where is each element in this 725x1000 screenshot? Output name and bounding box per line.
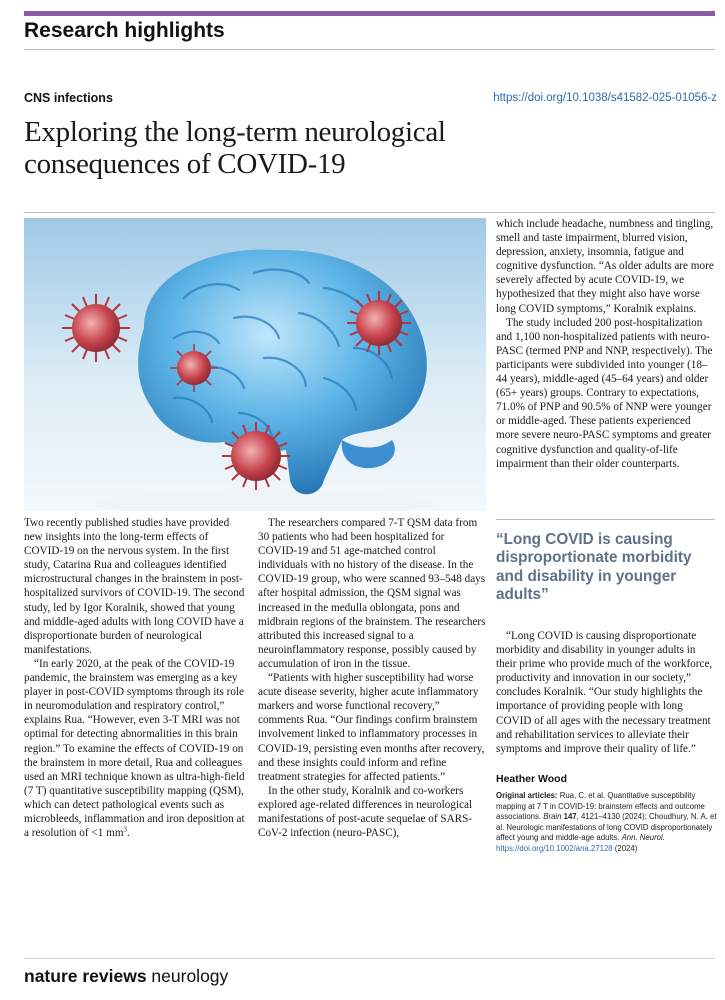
paragraph <box>24 657 246 840</box>
author-name: Heather Wood <box>496 773 567 785</box>
reference-2-doi-link[interactable]: https://doi.org/10.1002/ana.27128 <box>496 843 613 853</box>
journal-logo <box>24 966 228 987</box>
virus-particle-bottom <box>222 422 290 490</box>
paragraph: “Patients with higher susceptibility had worse acute disease severity, higher acute inflammatory markers and worse functional recovery,” comments Rua. “Our findings confirm brainstem involvement linked to inflammatory processes in COVID-19, persisting even months after recovery, and these insights could inform and refine treatment strategies for affected patients.” <box>258 672 485 783</box>
paragraph: The study included 200 post-hospitalization and 1,100 non-hospitalized patients with neuro-PASC (termed PNP and NNP, respectively). The participants were subdivided into younger (18–44 years), middle-aged (45–64 years) and older (65+ years) groups. Contrary to expectations, 71.0% of PNP and 90.5% of NNP were younger or middle-aged. These patients experienced more severe neuro-PASC symptoms and greater cognitive dysfunction and quality-of-life impairment than their older counterparts. <box>496 316 713 470</box>
pullquote-divider <box>496 519 715 520</box>
superscript: 3 <box>123 825 128 834</box>
title-divider <box>24 212 715 213</box>
paragraph: In the other study, Koralnik and co-workers explored age-related differences in neurological manifestations of post-acute sequelae of SARS-CoV-2 infection (neuro-PASC), <box>258 784 473 840</box>
paragraph-end: . <box>127 827 130 840</box>
paragraph: which include headache, numbness and tingling, smell and taste impairment, blurred vision, depression, anxiety, insomnia, fatigue and cognitive dysfunction. “As older adults are more severely affected by acute COVID-19, we hypothesized that they might also have worse long COVID symptoms,” Koralnik explains. <box>496 218 714 315</box>
journal-name-bold: nature reviews <box>24 966 147 986</box>
article-title-line-2: consequences of COVID-19 <box>24 148 346 180</box>
reference-1-text: Rua, C. et al. Quantitative susceptibility mapping at 7 T in COVID-19: brainstem effects and outcome associations. <box>496 791 705 822</box>
virus-particle-small <box>170 344 218 392</box>
reference-1-pages: , 4121–4130 (2024); Choudhury, N. A. et al. Neurologic manifestations of long COVID disproportionately affect young and middle-age adults. <box>496 812 717 843</box>
journal-name-rest: neurology <box>146 966 229 986</box>
body-column-2 <box>258 516 486 840</box>
paragraph-text: “In early 2020, at the peak of the COVID-19 pandemic, the brainstem was emerging as a key player in post-COVID symptoms through its role in neuromodulation and respiratory control,” explains Rua. “However, even 3-T MRI was not optimal for detecting abnormalities in this brain region.” To examine the effects of COVID-19 on the brainstem in more detail, Rua and colleagues used an MRI technique known as ultra-high-field (7 T) quantitative susceptibility mapping (QSM), which can detect pathological events such as microbleeds, inflammation and iron deposition at a resolution of <1 mm <box>24 657 245 840</box>
header-divider <box>24 49 715 50</box>
article-figure <box>24 218 486 511</box>
pull-quote: “Long COVID is causing disproportionate morbidity and disability in younger adults” <box>496 531 692 603</box>
reference-1-journal: Brain <box>543 812 562 822</box>
top-accent-bar <box>24 11 715 16</box>
article-category: CNS infections <box>24 91 113 105</box>
references-label: Original articles: <box>496 791 558 800</box>
article-doi-link[interactable]: https://doi.org/10.1038/s41582-025-01056-z <box>493 92 717 104</box>
article-title-line-1: Exploring the long-term neurological <box>24 116 446 148</box>
brain-virus-illustration <box>24 218 486 511</box>
original-articles <box>496 791 718 855</box>
paragraph: The researchers compared 7-T QSM data from 30 patients who had been hospitalized for COVID-19 and 51 age-matched control individuals with no history of the disease. In the COVID-19 group, who were scanned 93–548 days after hospital admission, the QSM signal was increased in the medulla oblongata, pons and midbrain regions of the brainstem. The researchers attributed this increased signal to a neuroinflammatory response, possibly caused by accumulation of iron in the tissue. <box>258 517 486 670</box>
body-column-3 <box>496 217 715 471</box>
virus-particle-left <box>62 294 130 362</box>
body-column-1 <box>24 516 246 840</box>
body-column-4 <box>496 629 715 756</box>
virus-particle-right <box>347 291 411 355</box>
article-title <box>24 116 494 180</box>
section-title: Research highlights <box>24 19 225 42</box>
paragraph: Two recently published studies have provided new insights into the long-term effects of COVID-19 on the nervous system. In the first study, Catarina Rua and colleagues identified microstructural changes in the brainstem in post-hospitalized survivors of COVID-19. The second study, led by Igor Koralnik, showed that young and middle-aged adults with long COVID have a disproportionate burden of neurological manifestations. <box>24 517 245 656</box>
paragraph: “Long COVID is causing disproportionate morbidity and disability in younger adults in their prime who provide much of the workforce, productivity and innovation in our society,” concludes Koralnik. “Our study highlights the importance of providing people with long COVID of all ages with the necessary treatment and rehabilitation services to alleviate their symptoms and improve their quality of life.” <box>496 630 713 755</box>
reference-2-journal: Ann. Neurol. <box>621 833 665 843</box>
reference-2-year: (2024) <box>612 843 638 853</box>
reference-1-volume: 147 <box>563 812 577 822</box>
footer-divider <box>24 958 715 959</box>
